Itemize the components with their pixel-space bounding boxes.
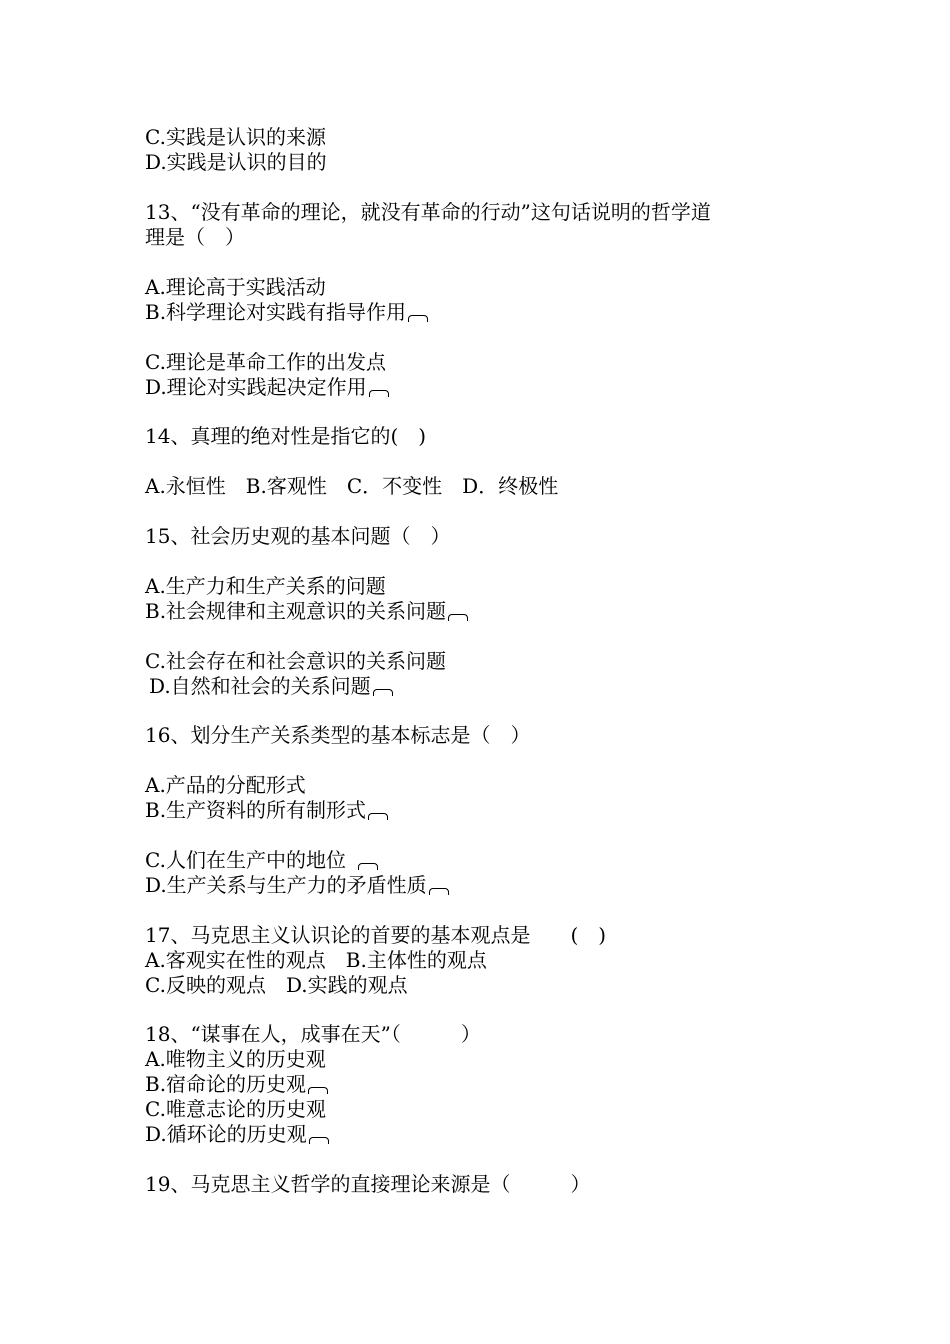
answer-mark-icon (368, 813, 388, 820)
question-text: 19、马克思主义哲学的直接理论来源是（ ） (145, 1172, 591, 1196)
option-text: C.实践是认识的来源 (145, 125, 326, 149)
option-16a (145, 772, 306, 798)
option-15b (145, 598, 468, 624)
answer-mark-icon (309, 1137, 329, 1144)
option-text: C.反映的观点 D.实践的观点 (145, 973, 408, 997)
option-text: A.唯物主义的历史观 (145, 1047, 326, 1071)
option-13d (145, 374, 389, 400)
option-16b (145, 797, 388, 823)
option-18a (145, 1046, 326, 1072)
question-text: 16、划分生产关系类型的基本标志是（ ） (145, 723, 531, 747)
answer-mark-icon (358, 863, 378, 870)
answer-mark-icon (429, 888, 449, 895)
option-text: C.理论是革命工作的出发点 (145, 350, 386, 374)
option-text: C.社会存在和社会意识的关系问题 (145, 649, 446, 673)
question-text: 17、马克思主义认识论的首要的基本观点是 ( ) (145, 923, 607, 947)
option-12c (145, 124, 326, 150)
option-text: D.循环论的历史观 (145, 1122, 307, 1146)
option-18b (145, 1071, 328, 1097)
question-text: 15、社会历史观的基本问题（ ） (145, 524, 451, 548)
option-text: A.理论高于实践活动 (145, 275, 326, 299)
option-text: C.唯意志论的历史观 (145, 1097, 326, 1121)
answer-mark-icon (369, 390, 389, 397)
options-14 (145, 473, 558, 499)
option-text: C.人们在生产中的地位 (145, 848, 346, 872)
option-text: A.产品的分配形式 (145, 773, 306, 797)
option-18c (145, 1096, 326, 1122)
option-16d (145, 872, 449, 898)
question-16 (145, 722, 530, 748)
answer-mark-icon (408, 315, 428, 322)
question-text: 13、“没有革命的理论，就没有革命的行动”这句话说明的哲学道 (145, 200, 711, 224)
question-14 (145, 423, 426, 449)
question-text: 理是（ ） (145, 225, 245, 249)
option-text: A.客观实在性的观点 B.主体性的观点 (145, 948, 487, 972)
option-12d (145, 149, 327, 175)
option-text: B.宿命论的历史观 (145, 1072, 307, 1096)
option-text: D.生产关系与生产力的矛盾性质 (145, 873, 427, 897)
options-17-ab (145, 947, 487, 973)
option-text: A.生产力和生产关系的问题 (145, 574, 386, 598)
question-18 (145, 1021, 481, 1047)
question-text: 14、真理的绝对性是指它的( ) (145, 424, 427, 448)
question-13-cont (145, 224, 245, 250)
question-15 (145, 523, 450, 549)
question-text: 18、“谋事在人，成事在天”（ ） (145, 1022, 481, 1046)
answer-mark-icon (373, 689, 393, 696)
question-13 (145, 199, 711, 225)
option-text: B.生产资料的所有制形式 (145, 798, 367, 822)
option-18d (145, 1121, 329, 1147)
option-text: A.永恒性 B.客观性 C．不变性 D．终极性 (145, 474, 559, 498)
question-19 (145, 1171, 590, 1197)
option-text: B.社会规律和主观意识的关系问题 (145, 599, 447, 623)
option-text: D.理论对实践起决定作用 (145, 375, 367, 399)
option-16c (145, 847, 378, 873)
option-15c (145, 648, 446, 674)
answer-mark-icon (448, 614, 468, 621)
option-text: B.科学理论对实践有指导作用 (145, 300, 407, 324)
option-13b (145, 299, 428, 325)
option-text: D.实践是认识的目的 (145, 150, 327, 174)
question-17 (145, 922, 606, 948)
option-15d (149, 673, 393, 699)
option-15a (145, 573, 386, 599)
option-13c (145, 349, 386, 375)
option-13a (145, 274, 326, 300)
option-text: D.自然和社会的关系问题 (149, 674, 371, 698)
answer-mark-icon (308, 1087, 328, 1094)
options-17-cd (145, 972, 408, 998)
